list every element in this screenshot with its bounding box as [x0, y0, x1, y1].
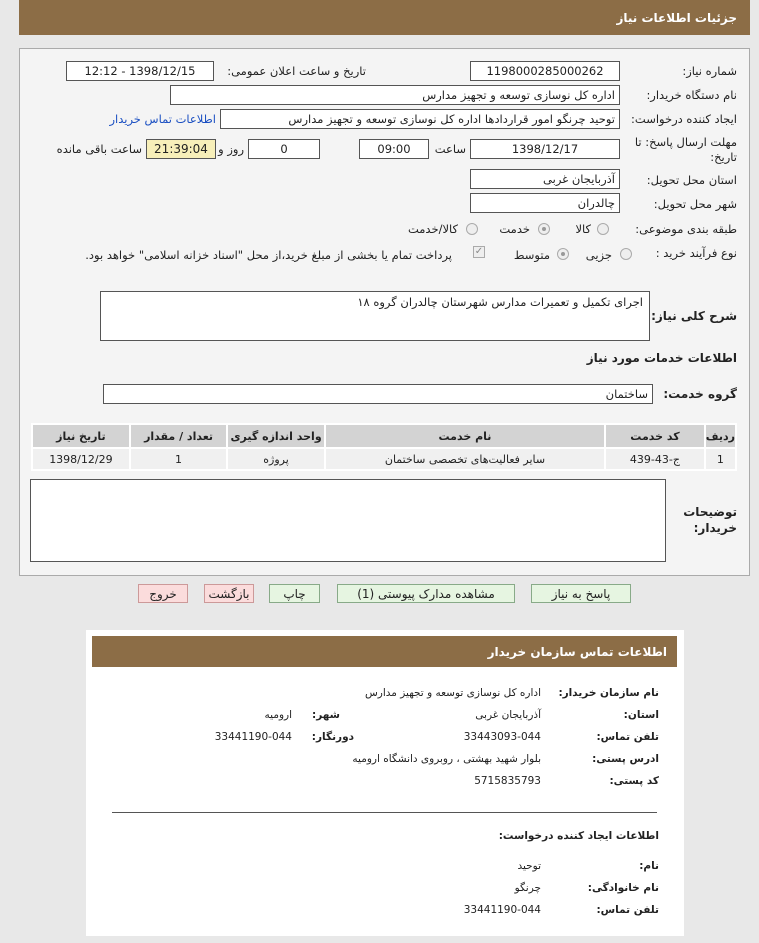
time-label: ساعت	[434, 142, 466, 156]
category-radio-service[interactable]	[538, 223, 550, 235]
table-header-row	[32, 424, 736, 448]
contact-org-label: نام سازمان خریدار:	[558, 687, 659, 699]
col-name: نام خدمت	[325, 424, 605, 448]
reply-button[interactable]: پاسخ به نیاز	[531, 584, 631, 603]
cell-name: سایر فعالیت‌های تخصصی ساختمان	[325, 448, 605, 470]
days-label: روز و	[218, 142, 244, 156]
need-details-panel	[19, 48, 750, 576]
summary-label: شرح کلی نیاز:	[651, 309, 737, 323]
purchase-radio-medium[interactable]	[557, 248, 569, 260]
contact-province-label: استان:	[623, 709, 659, 721]
col-code: کد خدمت	[605, 424, 705, 448]
cell-code: ج-43-439	[605, 448, 705, 470]
col-qty: تعداد / مقدار	[130, 424, 228, 448]
buyer-org-label: نام دستگاه خریدار:	[646, 88, 737, 102]
back-button[interactable]: بازگشت	[204, 584, 254, 603]
table-row	[32, 448, 736, 470]
deadline-date-field: 1398/12/17	[470, 139, 620, 159]
purchase-radio-minor[interactable]	[620, 248, 632, 260]
contact-fax: 33441190-044	[214, 731, 292, 743]
creator-phone-label: تلفن تماس:	[596, 904, 659, 916]
page-title: جزئیات اطلاعات نیاز	[616, 10, 737, 25]
page-header	[19, 0, 750, 35]
category-radio-goods[interactable]	[597, 223, 609, 235]
remaining-label: ساعت باقی مانده	[56, 142, 142, 156]
contact-divider	[112, 812, 657, 813]
contact-card-title: اطلاعات تماس سازمان خریدار	[487, 644, 667, 659]
payment-note: پرداخت تمام یا بخشی از مبلغ خرید،از محل "اسناد خزانه اسلامی" خواهد بود.	[85, 248, 452, 262]
category-option-service: خدمت	[499, 222, 530, 236]
remaining-time: 21:39:04	[146, 139, 216, 159]
city-label: شهر محل تحویل:	[653, 197, 737, 211]
deadline-label: مهلت ارسال پاسخ: تا تاریخ:	[634, 135, 737, 164]
buyer-contact-link[interactable]: اطلاعات تماس خریدار	[109, 112, 216, 126]
service-group-label: گروه خدمت:	[663, 387, 737, 401]
need-number-field: 1198000285000262	[470, 61, 620, 81]
city-field: چالدران	[470, 193, 620, 213]
contact-postal-label: کد پستی:	[609, 775, 659, 787]
province-field: آذربایجان غربی	[470, 169, 620, 189]
creator-name-label: نام:	[639, 860, 659, 872]
creator-family: چرنگو	[514, 882, 541, 894]
exit-button[interactable]: خروج	[138, 584, 188, 603]
cell-row: 1	[705, 448, 736, 470]
col-row: ردیف	[705, 424, 736, 448]
contact-phone-label: تلفن تماس:	[596, 731, 659, 743]
summary-text: اجرای تکمیل و تعمیرات مدارس شهرستان چالدران گروه ۱۸	[357, 295, 643, 309]
buyer-contact-card	[86, 630, 684, 936]
cell-qty: 1	[130, 448, 228, 470]
attachments-button[interactable]: مشاهده مدارک پیوستی (1)	[337, 584, 515, 603]
creator-label: ایجاد کننده درخواست:	[631, 112, 737, 126]
col-unit: واحد اندازه گیری	[227, 424, 325, 448]
contact-org: اداره کل نوسازی توسعه و تجهیز مدارس	[364, 687, 541, 699]
services-heading: اطلاعات خدمات مورد نیاز	[586, 351, 737, 365]
contact-city: ارومیه	[264, 709, 292, 721]
contact-card-header	[92, 636, 677, 667]
buyer-org-field: اداره کل نوسازی توسعه و تجهیز مدارس	[170, 85, 620, 105]
need-number-label: شماره نیاز:	[682, 64, 737, 78]
services-table	[31, 423, 737, 471]
creator-heading: اطلاعات ایجاد کننده درخواست:	[498, 830, 659, 842]
col-date: تاریخ نیاز	[32, 424, 130, 448]
purchase-type-label: نوع فرآیند خرید :	[655, 246, 737, 260]
category-option-goods: کالا	[575, 222, 591, 236]
contact-postal: 5715835793	[474, 775, 541, 787]
buyer-notes-label: توضیحات خریدار:	[683, 505, 737, 535]
category-radio-both[interactable]	[466, 223, 478, 235]
creator-name: توحید	[517, 860, 541, 872]
days-field: 0	[248, 139, 320, 159]
deadline-time-field: 09:00	[359, 139, 429, 159]
contact-province: آذربایجان غربی	[475, 709, 541, 721]
category-option-both: کالا/خدمت	[407, 222, 458, 236]
print-button[interactable]: چاپ	[269, 584, 320, 603]
contact-fax-label: دورنگار:	[311, 731, 354, 743]
contact-phone: 33443093-044	[463, 731, 541, 743]
treasury-checkbox[interactable]: ✓	[474, 246, 484, 257]
cell-date: 1398/12/29	[32, 448, 130, 470]
purchase-option-minor: جزیی	[585, 248, 612, 262]
cell-unit: پروژه	[227, 448, 325, 470]
buyer-notes-textarea	[30, 479, 666, 562]
province-label: استان محل تحویل:	[646, 173, 737, 187]
creator-field: توحید چرنگو امور قراردادها اداره کل نوسازی توسعه و تجهیز مدارس	[220, 109, 620, 129]
purchase-option-medium: متوسط	[513, 248, 550, 262]
creator-family-label: نام خانوادگی:	[587, 882, 659, 894]
service-group-field: ساختمان	[103, 384, 653, 404]
announce-label: تاریخ و ساعت اعلان عمومی:	[227, 64, 366, 78]
announce-field: 1398/12/15 - 12:12	[66, 61, 214, 81]
contact-city-label: شهر:	[312, 709, 340, 721]
summary-textarea	[100, 291, 650, 341]
contact-address-label: ادرس پستی:	[592, 753, 659, 765]
contact-address: بلوار شهید بهشتی ، روبروی دانشگاه ارومیه	[352, 753, 541, 765]
category-label: طبقه بندی موضوعی:	[635, 222, 737, 236]
creator-phone: 33441190-044	[463, 904, 541, 916]
